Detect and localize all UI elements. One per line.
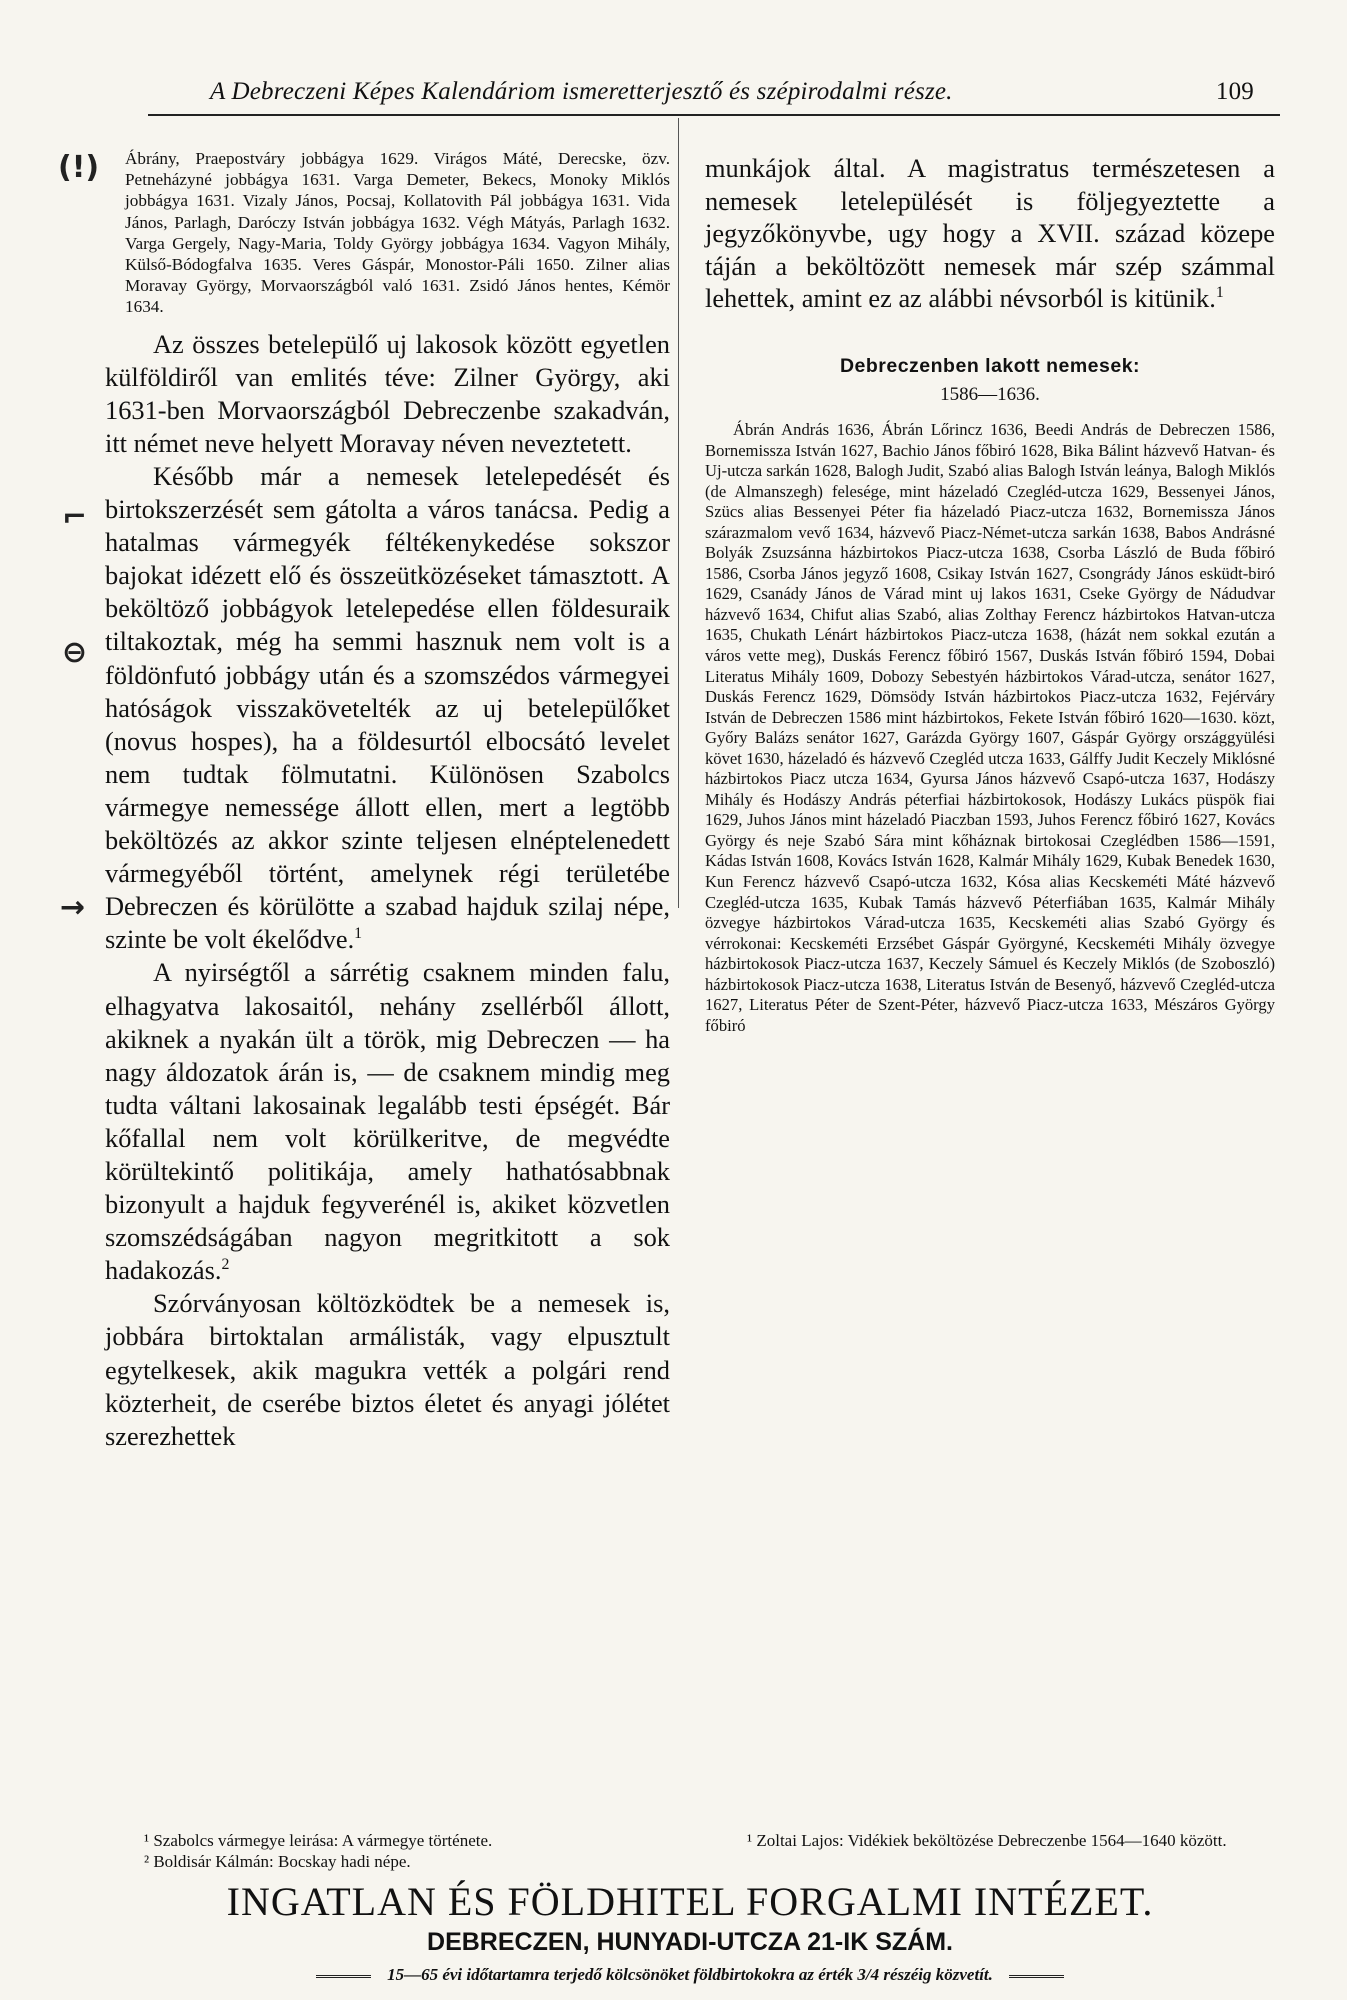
ad-address: DEBRECZEN, HUNYADI-UTCZA 21-IK SZÁM. bbox=[427, 1928, 953, 1956]
ad-tagline-row bbox=[110, 1965, 1270, 1985]
margin-mark-circle-icon: ⊖ bbox=[62, 635, 88, 670]
left-paragraph-3 bbox=[105, 956, 670, 1287]
header-title: A Debreczeni Képes Kalendáriom ismeretterjesztő és szépirodalmi része. bbox=[210, 78, 953, 105]
left-footnote-1: ¹ Szabolcs vármegye leirása: A vármegye története. bbox=[144, 1831, 493, 1850]
advertisement bbox=[110, 1880, 1270, 1985]
right-footnotes bbox=[725, 1830, 1273, 1851]
left-footnotes bbox=[122, 1830, 670, 1872]
right-column bbox=[705, 152, 1275, 1036]
right-intro-text: munkájok által. A magistratus természetesen a nemesek letelepülését is följegyeztette a jegyzőkönyvbe, ugy hogy a XVII. század közepe táján a beköltözött nemesek már szép számmal lehettek, amint ez az alábbi névsorból is kitünik. bbox=[705, 153, 1275, 314]
margin-mark-bracket-icon: ⌐ bbox=[62, 500, 88, 535]
left-rule-ornament bbox=[316, 1975, 371, 1978]
nobles-list: Ábrán András 1636, Ábrán Lőrincz 1636, Beedi András de Debreczen 1586, Bornemissza István 1627, Bachio János főbiró 1628, Bika Bálint házvevő Hatvan- és Uj-utcza sarkán 1628, Balogh Judit, Szabó alias Balogh István leánya, Balogh Miklós (de Almanszegh) felesége, mint házeladó Czegléd-utcza 1629, Bessenyei János, Szücs alias Bessenyei Péter fia házeladó Piacz-utcza 1632, Bornemissza János szárazmalom vevő 1634, házvevő Piacz-Német-utcza sarkán 1638, Babos Andrásné Bolyák Zsuzsánna házbirtokos Piacz-utcza 1638, Csorba László de Buda főbiró 1586, Csorba János jegyző 1608, Csikay István 1627, Csongrády János esküdt-biró 1629, Csanády János de Várad mint uj lakos 1631, Cseke György de Nádudvar házvevő 1634, Chifut alias Szabó, alias Zolthay Ferencz házbirtokos Hatvan-utcza 1635, Chukath Lénárt házbirtokos Piacz-utcza 1638, (házát nem sokkal ezután a város vette meg), Duskás Ferencz főbiró 1567, Duskás István főbiró 1594, Dobai Literatus Mihály 1609, Dobozy Sebestyén házbirtokos Várad-utcza, senátor 1627, Duskás Ferencz 1629, Dömsödy István házbirtokos Piacz-utcza 1632, Fejérváry István de Debreczen 1586 mint házbirtokos, Fekete István főbiró 1620—1630. közt, Győry Balázs senátor 1627, Garázda György 1607, Gáspár György országgyülési követ 1630, házeladó és házvevő Czegléd utcza 1633, Gálffy Judit Keczely Miklósné házbirtokos Piacz utcza 1634, Gyursa János házvevő Csapó-utcza 1637, Hodászy Mihály és Hodászy András péterfiai házbirtokosok, Hodászy Lukács püspök fiai 1629, Juhos János mint házeladó Piaczban 1593, Juhos Ferencz főbiró 1627, Kovács György és neje Szabó Sára mint kőháznak birtokosai Czeglédben 1586—1591, Kádas István 1608, Kovács István 1628, Kalmár Mihály 1629, Kubak Benedek 1630, Kun Ferencz házvevő Csapó-utcza 1632, Kósa alias Kecskeméti Máté házvevő Czegléd-utcza 1635, Kubak Tamás házvevő Péterfiában 1635, Kalmár Mihály özvegye házbirtokos Várad-utcza 1635, Kecskeméti alias Szabó György és vérrokonai: Kecskeméti Erzsébet Gáspár Györgyné, Kecskeméti Mihály özvegye házbirtokosok Piacz-utcza 1637, Keczely Sámuel és Keczely Miklós (de Szoboszló) házbirtokosok Piacz-utcza 1638, Literatus István de Besenyő, házvevő Czegléd-utcza 1627, Literatus Péter de Szent-Péter, házvevő Piacz-utcza 1633, Mészáros György főbiró bbox=[705, 419, 1275, 1035]
section-years: 1586—1636. bbox=[940, 383, 1040, 405]
left-paragraph-3-text: A nyirségtől a sárrétig csaknem minden falu, elhagyatva lakosaitól, nehány zsellérből állott, akiknek a nyakán ült a török, mig Debreczen — ha nagy áldozatok árán is, — de csaknem mindig meg tudta váltani lakosainak legalább testi épségét. Bár kőfallal nem volt körülkeritve, de megvédte körültekintő politikája, amely hathatósabbnak bizonyult a hajduk fegyverénél is, akiket közvetlen szomszédságában nagyon megritkitott a sok hadakozás. bbox=[105, 957, 670, 1286]
left-paragraph-2-text: Később már a nemesek letelepedését és birtokszerzését sem gátolta a város tanácsa. Pedig a hatalmas vármegyék féltékenykedése sokszor bajokat idézett elő és összeütközéseket támasztott. A beköltöző jobbágyok letelepedése ellen földesuraik tiltakoztak, még ha semmi hasznuk nem volt is a földönfutó jobbágy után és a szomszédos vármegyei hatóságok visszakövetelték az uj betelepülőket (novus hospes), ha a földesurtól elbocsátó levelet nem tudtak fölmutatni. Különösen Szabolcs vármegye nemessége állott ellen, mert a legtöbb beköltözés az akkor szinte teljesen elnéptelenedett vármegyéből történt, amelynek régi területébe Debreczen és körülötte a szabad hajduk szilaj népe, szinte be volt ékelődve. bbox=[105, 461, 670, 955]
left-intro-paragraph: Ábrány, Praepostváry jobbágya 1629. Virágos Máté, Derecske, özv. Petneházyné jobbágya 1631. Varga Demeter, Bekecs, Monoky Miklós jobbágya 1631. Vizaly János, Pocsaj, Kollatovith Pál jobbágya 1631. Vida János, Parlagh, Daróczy István jobbágya 1632. Végh Mátyás, Parlagh 1632. Varga Gergely, Nagy-Maria, Toldy György jobbágya 1634. Vagyon Mihály, Külső-Bódogfalva 1635. Veres Gáspár, Monostor-Páli 1650. Zilner alias Moravay György, Morvaországból való 1631. Zsidó János hentes, Kémör 1634. bbox=[125, 149, 670, 317]
ad-tagline: 15—65 évi időtartamra terjedő kölcsönöket földbirtokokra az érték 3/4 részéig közvetít. bbox=[387, 1965, 993, 1984]
header-rule bbox=[148, 114, 1280, 116]
left-paragraph-1: Az összes betelepülő uj lakosok között egyetlen külföldiről van emlités téve: Zilner György, aki 1631-ben Morvaországból Debreczenbe szakadván, itt német neve helyett Moravay néven neveztetett. bbox=[105, 328, 670, 458]
footnote-ref-1: 1 bbox=[354, 925, 363, 943]
column-divider bbox=[678, 118, 679, 908]
footnote-ref-right-1: 1 bbox=[1215, 284, 1224, 302]
right-intro-paragraph bbox=[705, 152, 1275, 315]
ad-title: INGATLAN ÉS FÖLDHITEL FORGALMI INTÉZET. bbox=[226, 1879, 1154, 1924]
section-title: Debreczenben lakott nemesek: bbox=[839, 354, 1141, 377]
margin-mark-exclamation-icon: (!) bbox=[58, 150, 100, 185]
right-rule-ornament bbox=[1009, 1975, 1064, 1978]
left-paragraph-4: Szórványosan költözködtek be a nemesek is, jobbára birtoktalan armálisták, vagy elpusztult egytelkesek, akik magukra vették a polgári rend közterheit, de cserébe biztos életet és anyagi jólétet szerezhettek bbox=[105, 1288, 670, 1451]
page-number: 109 bbox=[1215, 78, 1254, 105]
running-header bbox=[210, 78, 1270, 106]
margin-mark-arrow-icon: → bbox=[60, 890, 86, 925]
left-column bbox=[105, 148, 670, 1453]
footnote-ref-2: 2 bbox=[221, 1256, 230, 1274]
left-footnote-2: ² Boldisár Kálmán: Bocskay hadi népe. bbox=[144, 1852, 411, 1871]
left-paragraph-2 bbox=[105, 460, 670, 956]
right-footnote-1: ¹ Zoltai Lajos: Vidékiek beköltözése Debreczenbe 1564—1640 között. bbox=[747, 1831, 1227, 1850]
